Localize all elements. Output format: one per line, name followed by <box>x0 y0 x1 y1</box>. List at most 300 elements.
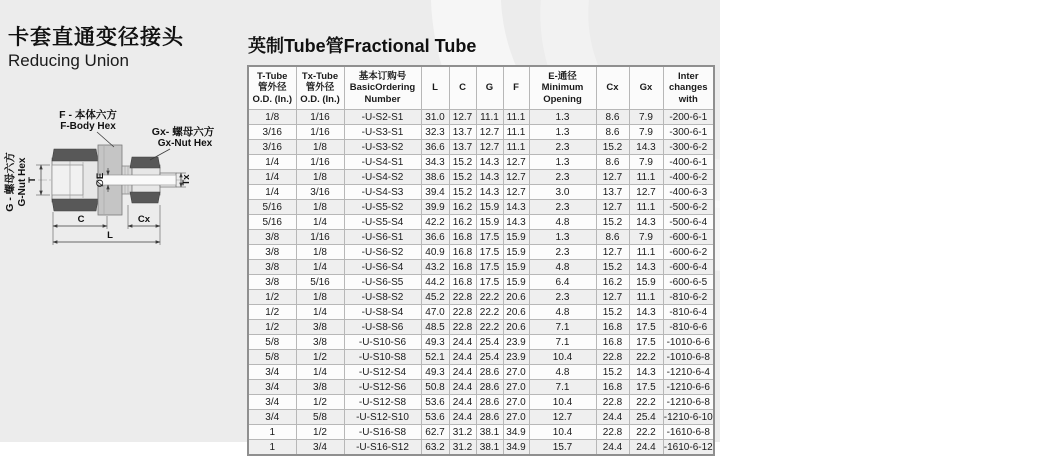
table-cell: 13.7 <box>596 185 629 200</box>
table-cell: 3/4 <box>248 365 296 380</box>
table-cell: 15.2 <box>449 170 476 185</box>
table-cell: 1/4 <box>248 170 296 185</box>
table-cell: 4.8 <box>529 365 596 380</box>
table-cell: 12.7 <box>503 185 529 200</box>
table-cell: 1 <box>248 440 296 456</box>
table-cell: -U-S5-S4 <box>344 215 421 230</box>
table-cell: 3/8 <box>296 380 344 395</box>
table-cell: 43.2 <box>421 260 449 275</box>
table-cell: 12.7 <box>629 185 663 200</box>
table-cell: 12.7 <box>503 170 529 185</box>
table-cell: 34.9 <box>503 425 529 440</box>
table-cell: 1/8 <box>248 110 296 125</box>
table-cell: -600-6-5 <box>663 275 714 290</box>
table-cell: 31.0 <box>421 110 449 125</box>
table-cell: 8.6 <box>596 125 629 140</box>
table-cell: -810-6-2 <box>663 290 714 305</box>
table-cell: 12.7 <box>596 200 629 215</box>
table-cell: 38.6 <box>421 170 449 185</box>
f-body-hex-label-en: F-Body Hex <box>60 121 116 132</box>
table-cell: -U-S10-S6 <box>344 335 421 350</box>
table-cell: 1/4 <box>248 185 296 200</box>
table-row <box>248 275 714 290</box>
table-cell: 12.7 <box>476 125 503 140</box>
table-cell: 10.4 <box>529 350 596 365</box>
table-cell: 10.4 <box>529 395 596 410</box>
table-cell: 28.6 <box>476 395 503 410</box>
table-cell: 1/2 <box>248 290 296 305</box>
table-cell: -U-S12-S6 <box>344 380 421 395</box>
table-cell: 1/8 <box>296 245 344 260</box>
table-cell: -U-S6-S1 <box>344 230 421 245</box>
table-cell: 27.0 <box>503 365 529 380</box>
table-body <box>248 110 714 456</box>
table-cell: -1010-6-8 <box>663 350 714 365</box>
column-header: T-Tube 管外径 O.D. (In.) <box>248 66 296 110</box>
table-cell: -1210-6-6 <box>663 380 714 395</box>
table-cell: 1/8 <box>296 200 344 215</box>
table-cell: 14.3 <box>629 260 663 275</box>
dimension-c <box>53 212 107 245</box>
table-cell: 15.9 <box>629 275 663 290</box>
table-cell: 3.0 <box>529 185 596 200</box>
table-cell: -U-S12-S8 <box>344 395 421 410</box>
table-cell: 7.9 <box>629 230 663 245</box>
table-cell: 1/8 <box>296 290 344 305</box>
table-cell: 23.9 <box>503 350 529 365</box>
table-cell: 2.3 <box>529 245 596 260</box>
table-cell: 49.3 <box>421 365 449 380</box>
table-cell: 1.3 <box>529 110 596 125</box>
table-cell: 47.0 <box>421 305 449 320</box>
fitting-technical-drawing <box>0 102 250 262</box>
table-cell: 15.2 <box>596 260 629 275</box>
table-cell: 1/8 <box>296 170 344 185</box>
table-cell: 3/8 <box>248 275 296 290</box>
table-cell: 3/16 <box>296 185 344 200</box>
table-cell: 4.8 <box>529 215 596 230</box>
table-cell: -300-6-1 <box>663 125 714 140</box>
table-cell: 5/16 <box>248 215 296 230</box>
table-cell: -U-S12-S10 <box>344 410 421 425</box>
table-cell: 16.8 <box>449 230 476 245</box>
table-cell: -U-S6-S2 <box>344 245 421 260</box>
table-cell: 17.5 <box>476 275 503 290</box>
table-cell: 36.6 <box>421 140 449 155</box>
table-cell: -U-S4-S3 <box>344 185 421 200</box>
table-cell: 24.4 <box>449 395 476 410</box>
table-cell: 6.4 <box>529 275 596 290</box>
g-nut-hex-label-en: G-Nut Hex <box>17 157 28 207</box>
table-cell: -U-S3-S2 <box>344 140 421 155</box>
table-cell: 32.3 <box>421 125 449 140</box>
dim-l-label: L <box>107 230 113 241</box>
table-cell: -1610-6-8 <box>663 425 714 440</box>
table-cell: 3/4 <box>248 380 296 395</box>
table-cell: 13.7 <box>449 140 476 155</box>
table-cell: -U-S6-S5 <box>344 275 421 290</box>
table-cell: 24.4 <box>449 410 476 425</box>
table-cell: 15.7 <box>529 440 596 456</box>
table-cell: -600-6-2 <box>663 245 714 260</box>
table-row <box>248 140 714 155</box>
table-cell: 8.6 <box>596 110 629 125</box>
table-cell: 11.1 <box>503 140 529 155</box>
table-cell: 17.5 <box>476 230 503 245</box>
table-cell: 50.8 <box>421 380 449 395</box>
table-cell: 1/2 <box>296 425 344 440</box>
dim-cx-label: Cx <box>137 214 151 225</box>
table-cell: 14.3 <box>629 140 663 155</box>
table-cell: 16.8 <box>449 260 476 275</box>
product-title-en: Reducing Union <box>8 51 129 71</box>
table-cell: 7.1 <box>529 335 596 350</box>
table-cell: 17.5 <box>629 380 663 395</box>
table-cell: 34.3 <box>421 155 449 170</box>
table-cell: 1/4 <box>296 260 344 275</box>
table-cell: 14.3 <box>629 215 663 230</box>
table-cell: 22.8 <box>449 290 476 305</box>
column-header: Gx <box>629 66 663 110</box>
table-cell: 22.2 <box>476 290 503 305</box>
table-cell: 1.3 <box>529 125 596 140</box>
table-cell: 27.0 <box>503 395 529 410</box>
table-cell: 16.8 <box>596 380 629 395</box>
table-cell: 3/4 <box>248 395 296 410</box>
dim-t-label: T <box>27 177 38 183</box>
table-cell: 1/2 <box>296 395 344 410</box>
table-cell: -U-S5-S2 <box>344 200 421 215</box>
table-cell: 2.3 <box>529 200 596 215</box>
table-cell: -810-6-6 <box>663 320 714 335</box>
table-cell: 20.6 <box>503 305 529 320</box>
table-row <box>248 410 714 425</box>
table-cell: 8.6 <box>596 155 629 170</box>
table-row <box>248 200 714 215</box>
table-cell: -U-S8-S4 <box>344 305 421 320</box>
table-cell: 20.6 <box>503 320 529 335</box>
table-cell: -600-6-4 <box>663 260 714 275</box>
table-cell: -400-6-3 <box>663 185 714 200</box>
table-cell: 2.3 <box>529 170 596 185</box>
table-cell: 17.5 <box>629 320 663 335</box>
table-cell: -U-S4-S1 <box>344 155 421 170</box>
table-cell: 14.3 <box>629 305 663 320</box>
table-row <box>248 230 714 245</box>
table-cell: 24.4 <box>449 380 476 395</box>
table-cell: 15.2 <box>596 365 629 380</box>
table-row <box>248 110 714 125</box>
table-cell: 17.5 <box>476 260 503 275</box>
table-cell: 31.2 <box>449 440 476 456</box>
table-cell: 11.1 <box>503 125 529 140</box>
table-cell: 4.8 <box>529 260 596 275</box>
table-cell: -U-S6-S4 <box>344 260 421 275</box>
table-row <box>248 215 714 230</box>
column-header: E-通径 Minimum Opening <box>529 66 596 110</box>
table-row <box>248 350 714 365</box>
table-cell: -500-6-4 <box>663 215 714 230</box>
column-header: Inter changes with <box>663 66 714 110</box>
table-cell: 1.3 <box>529 230 596 245</box>
table-cell: -300-6-2 <box>663 140 714 155</box>
table-cell: 28.6 <box>476 410 503 425</box>
product-title-cn: 卡套直通变径接头 <box>8 26 184 49</box>
table-cell: 15.2 <box>596 305 629 320</box>
table-cell: 1/16 <box>296 155 344 170</box>
table-row <box>248 170 714 185</box>
dim-c-label: C <box>77 214 85 225</box>
table-cell: 34.9 <box>503 440 529 456</box>
table-cell: 25.4 <box>629 410 663 425</box>
header-row <box>248 66 714 110</box>
table-cell: 31.2 <box>449 425 476 440</box>
table-cell: -U-S4-S2 <box>344 170 421 185</box>
table-cell: 13.7 <box>449 125 476 140</box>
table-cell: 14.3 <box>629 365 663 380</box>
table-row <box>248 440 714 456</box>
column-header: L <box>421 66 449 110</box>
table-cell: 15.9 <box>503 245 529 260</box>
table-cell: 15.9 <box>476 200 503 215</box>
table-cell: 52.1 <box>421 350 449 365</box>
table-cell: 16.2 <box>449 200 476 215</box>
table-cell: 44.2 <box>421 275 449 290</box>
table-cell: 15.2 <box>449 155 476 170</box>
column-header: F <box>503 66 529 110</box>
table-cell: 1/16 <box>296 230 344 245</box>
table-cell: 1/4 <box>296 305 344 320</box>
table-cell: 16.8 <box>596 320 629 335</box>
table-cell: 22.2 <box>476 320 503 335</box>
section-title: 英制Tube管Fractional Tube <box>248 36 477 56</box>
table-cell: 14.3 <box>476 185 503 200</box>
table-cell: 1 <box>248 425 296 440</box>
column-header: G <box>476 66 503 110</box>
column-header: Tx-Tube 管外径 O.D. (In.) <box>296 66 344 110</box>
table-cell: -400-6-2 <box>663 170 714 185</box>
table-cell: 7.9 <box>629 155 663 170</box>
table-cell: 3/4 <box>296 440 344 456</box>
table-cell: 24.4 <box>449 350 476 365</box>
table-cell: 27.0 <box>503 410 529 425</box>
table-cell: 48.5 <box>421 320 449 335</box>
table-cell: 63.2 <box>421 440 449 456</box>
table-cell: 15.9 <box>503 230 529 245</box>
dim-e-label: ∅E <box>95 172 106 188</box>
table-cell: -U-S16-S12 <box>344 440 421 456</box>
table-cell: 20.6 <box>503 290 529 305</box>
table-cell: 5/16 <box>296 275 344 290</box>
table-cell: 11.1 <box>629 170 663 185</box>
f-body-hex-label-cn: F - 本体六方 <box>59 109 117 121</box>
table-row <box>248 365 714 380</box>
table-cell: -U-S12-S4 <box>344 365 421 380</box>
table-row <box>248 380 714 395</box>
table-cell: 1/4 <box>296 215 344 230</box>
table-cell: 1/4 <box>296 365 344 380</box>
table-cell: 39.9 <box>421 200 449 215</box>
table-cell: 12.7 <box>596 290 629 305</box>
table-row <box>248 185 714 200</box>
table-cell: 1/4 <box>248 155 296 170</box>
table-cell: 39.4 <box>421 185 449 200</box>
table-cell: 22.2 <box>476 305 503 320</box>
table-cell: 12.7 <box>449 110 476 125</box>
table-cell: 15.2 <box>449 185 476 200</box>
callout-gx-nut-hex <box>150 125 215 160</box>
table-cell: 27.0 <box>503 380 529 395</box>
table-cell: -600-6-1 <box>663 230 714 245</box>
callout-f-body-hex <box>59 108 117 147</box>
table-cell: 10.4 <box>529 425 596 440</box>
table-row <box>248 125 714 140</box>
table-cell: 1/16 <box>296 125 344 140</box>
table-cell: 4.8 <box>529 305 596 320</box>
table-cell: 38.1 <box>476 440 503 456</box>
table-cell: 2.3 <box>529 140 596 155</box>
table-cell: -U-S2-S1 <box>344 110 421 125</box>
table-cell: 2.3 <box>529 290 596 305</box>
table-row <box>248 395 714 410</box>
table-row <box>248 155 714 170</box>
table-cell: 3/8 <box>248 245 296 260</box>
table-cell: 14.3 <box>503 200 529 215</box>
table-cell: 1/16 <box>296 110 344 125</box>
table-cell: 14.3 <box>503 215 529 230</box>
table-cell: 12.7 <box>596 245 629 260</box>
table-cell: -1210-6-8 <box>663 395 714 410</box>
table-cell: 14.3 <box>476 155 503 170</box>
column-header: Cx <box>596 66 629 110</box>
table-cell: 11.1 <box>476 110 503 125</box>
table-cell: 28.6 <box>476 365 503 380</box>
table-cell: 14.3 <box>476 170 503 185</box>
gx-nut-hex-label-cn: Gx- 螺母六方 <box>151 126 215 138</box>
table-cell: -U-S3-S1 <box>344 125 421 140</box>
table-cell: -500-6-2 <box>663 200 714 215</box>
table-cell: 40.9 <box>421 245 449 260</box>
table-cell: 12.7 <box>503 155 529 170</box>
dimension-l <box>53 230 160 242</box>
table-cell: 22.2 <box>629 350 663 365</box>
table-cell: 16.8 <box>449 275 476 290</box>
table-cell: 22.8 <box>596 395 629 410</box>
table-cell: 12.7 <box>529 410 596 425</box>
table-cell: 17.5 <box>476 245 503 260</box>
table-cell: 25.4 <box>476 350 503 365</box>
table-cell: 1.3 <box>529 155 596 170</box>
table-cell: 7.1 <box>529 320 596 335</box>
table-cell: -400-6-1 <box>663 155 714 170</box>
table-cell: 22.8 <box>596 425 629 440</box>
table-cell: 16.2 <box>449 215 476 230</box>
table-cell: -U-S16-S8 <box>344 425 421 440</box>
table-cell: 22.2 <box>629 425 663 440</box>
table-cell: 24.4 <box>449 365 476 380</box>
table-cell: 11.1 <box>629 290 663 305</box>
table-cell: 16.8 <box>596 335 629 350</box>
table-cell: 3/8 <box>296 335 344 350</box>
table-row <box>248 260 714 275</box>
gx-leader-line <box>150 149 170 160</box>
fractional-tube-spec-table <box>247 65 715 456</box>
table-cell: 1/2 <box>248 320 296 335</box>
column-header: C <box>449 66 476 110</box>
table-row <box>248 335 714 350</box>
table-cell: 7.9 <box>629 125 663 140</box>
table-cell: 11.1 <box>503 110 529 125</box>
table-cell: 5/16 <box>248 200 296 215</box>
table-cell: 22.8 <box>449 320 476 335</box>
table-cell: 5/8 <box>296 410 344 425</box>
table-cell: 11.1 <box>629 245 663 260</box>
table-row <box>248 320 714 335</box>
column-header: 基本订购号 BasicOrdering Number <box>344 66 421 110</box>
table-cell: 12.7 <box>596 170 629 185</box>
table-cell: 15.9 <box>503 260 529 275</box>
table-row <box>248 425 714 440</box>
table-cell: 3/8 <box>248 230 296 245</box>
table-cell: -1210-6-4 <box>663 365 714 380</box>
table-cell: 53.6 <box>421 395 449 410</box>
table-cell: 1/2 <box>296 350 344 365</box>
table-cell: 1/8 <box>296 140 344 155</box>
table-cell: 22.2 <box>629 395 663 410</box>
table-cell: 15.9 <box>476 215 503 230</box>
table-cell: 3/8 <box>248 260 296 275</box>
table-cell: 24.4 <box>449 335 476 350</box>
table-cell: -U-S8-S2 <box>344 290 421 305</box>
table-cell: -200-6-1 <box>663 110 714 125</box>
table-cell: 5/8 <box>248 350 296 365</box>
table-cell: 24.4 <box>596 410 629 425</box>
table-cell: 38.1 <box>476 425 503 440</box>
table-cell: -1210-6-10 <box>663 411 713 423</box>
table-cell: 8.6 <box>596 230 629 245</box>
table-cell: -U-S10-S8 <box>344 350 421 365</box>
gx-nut-hex-label-en: Gx-Nut Hex <box>157 138 213 149</box>
table-cell: 7.1 <box>529 380 596 395</box>
table-cell: 3/4 <box>248 410 296 425</box>
callout-g-nut-hex <box>3 152 28 212</box>
table-cell: 17.5 <box>629 335 663 350</box>
table-cell: 25.4 <box>476 335 503 350</box>
table-cell: 49.3 <box>421 335 449 350</box>
table-cell: -1610-6-12 <box>663 440 714 456</box>
table-cell: 12.7 <box>476 140 503 155</box>
table-cell: 36.6 <box>421 230 449 245</box>
table-cell: 62.7 <box>421 425 449 440</box>
table-row <box>248 305 714 320</box>
product-title-block <box>8 26 184 71</box>
table-cell: 11.1 <box>629 200 663 215</box>
table-cell: 22.8 <box>596 350 629 365</box>
table-cell: 15.2 <box>596 215 629 230</box>
table-cell: 53.6 <box>421 410 449 425</box>
table-cell: 3/16 <box>248 125 296 140</box>
g-nut-hex-label-cn: G - 螺母六方 <box>4 152 16 212</box>
table-cell: -U-S8-S6 <box>344 320 421 335</box>
table-cell: 42.2 <box>421 215 449 230</box>
table-cell: 23.9 <box>503 335 529 350</box>
table-row <box>248 290 714 305</box>
table-cell: 3/8 <box>296 320 344 335</box>
table-cell: 15.9 <box>503 275 529 290</box>
dim-tx-label: Tx <box>181 174 192 186</box>
table-cell: 1/2 <box>248 305 296 320</box>
table-cell: 3/16 <box>248 140 296 155</box>
